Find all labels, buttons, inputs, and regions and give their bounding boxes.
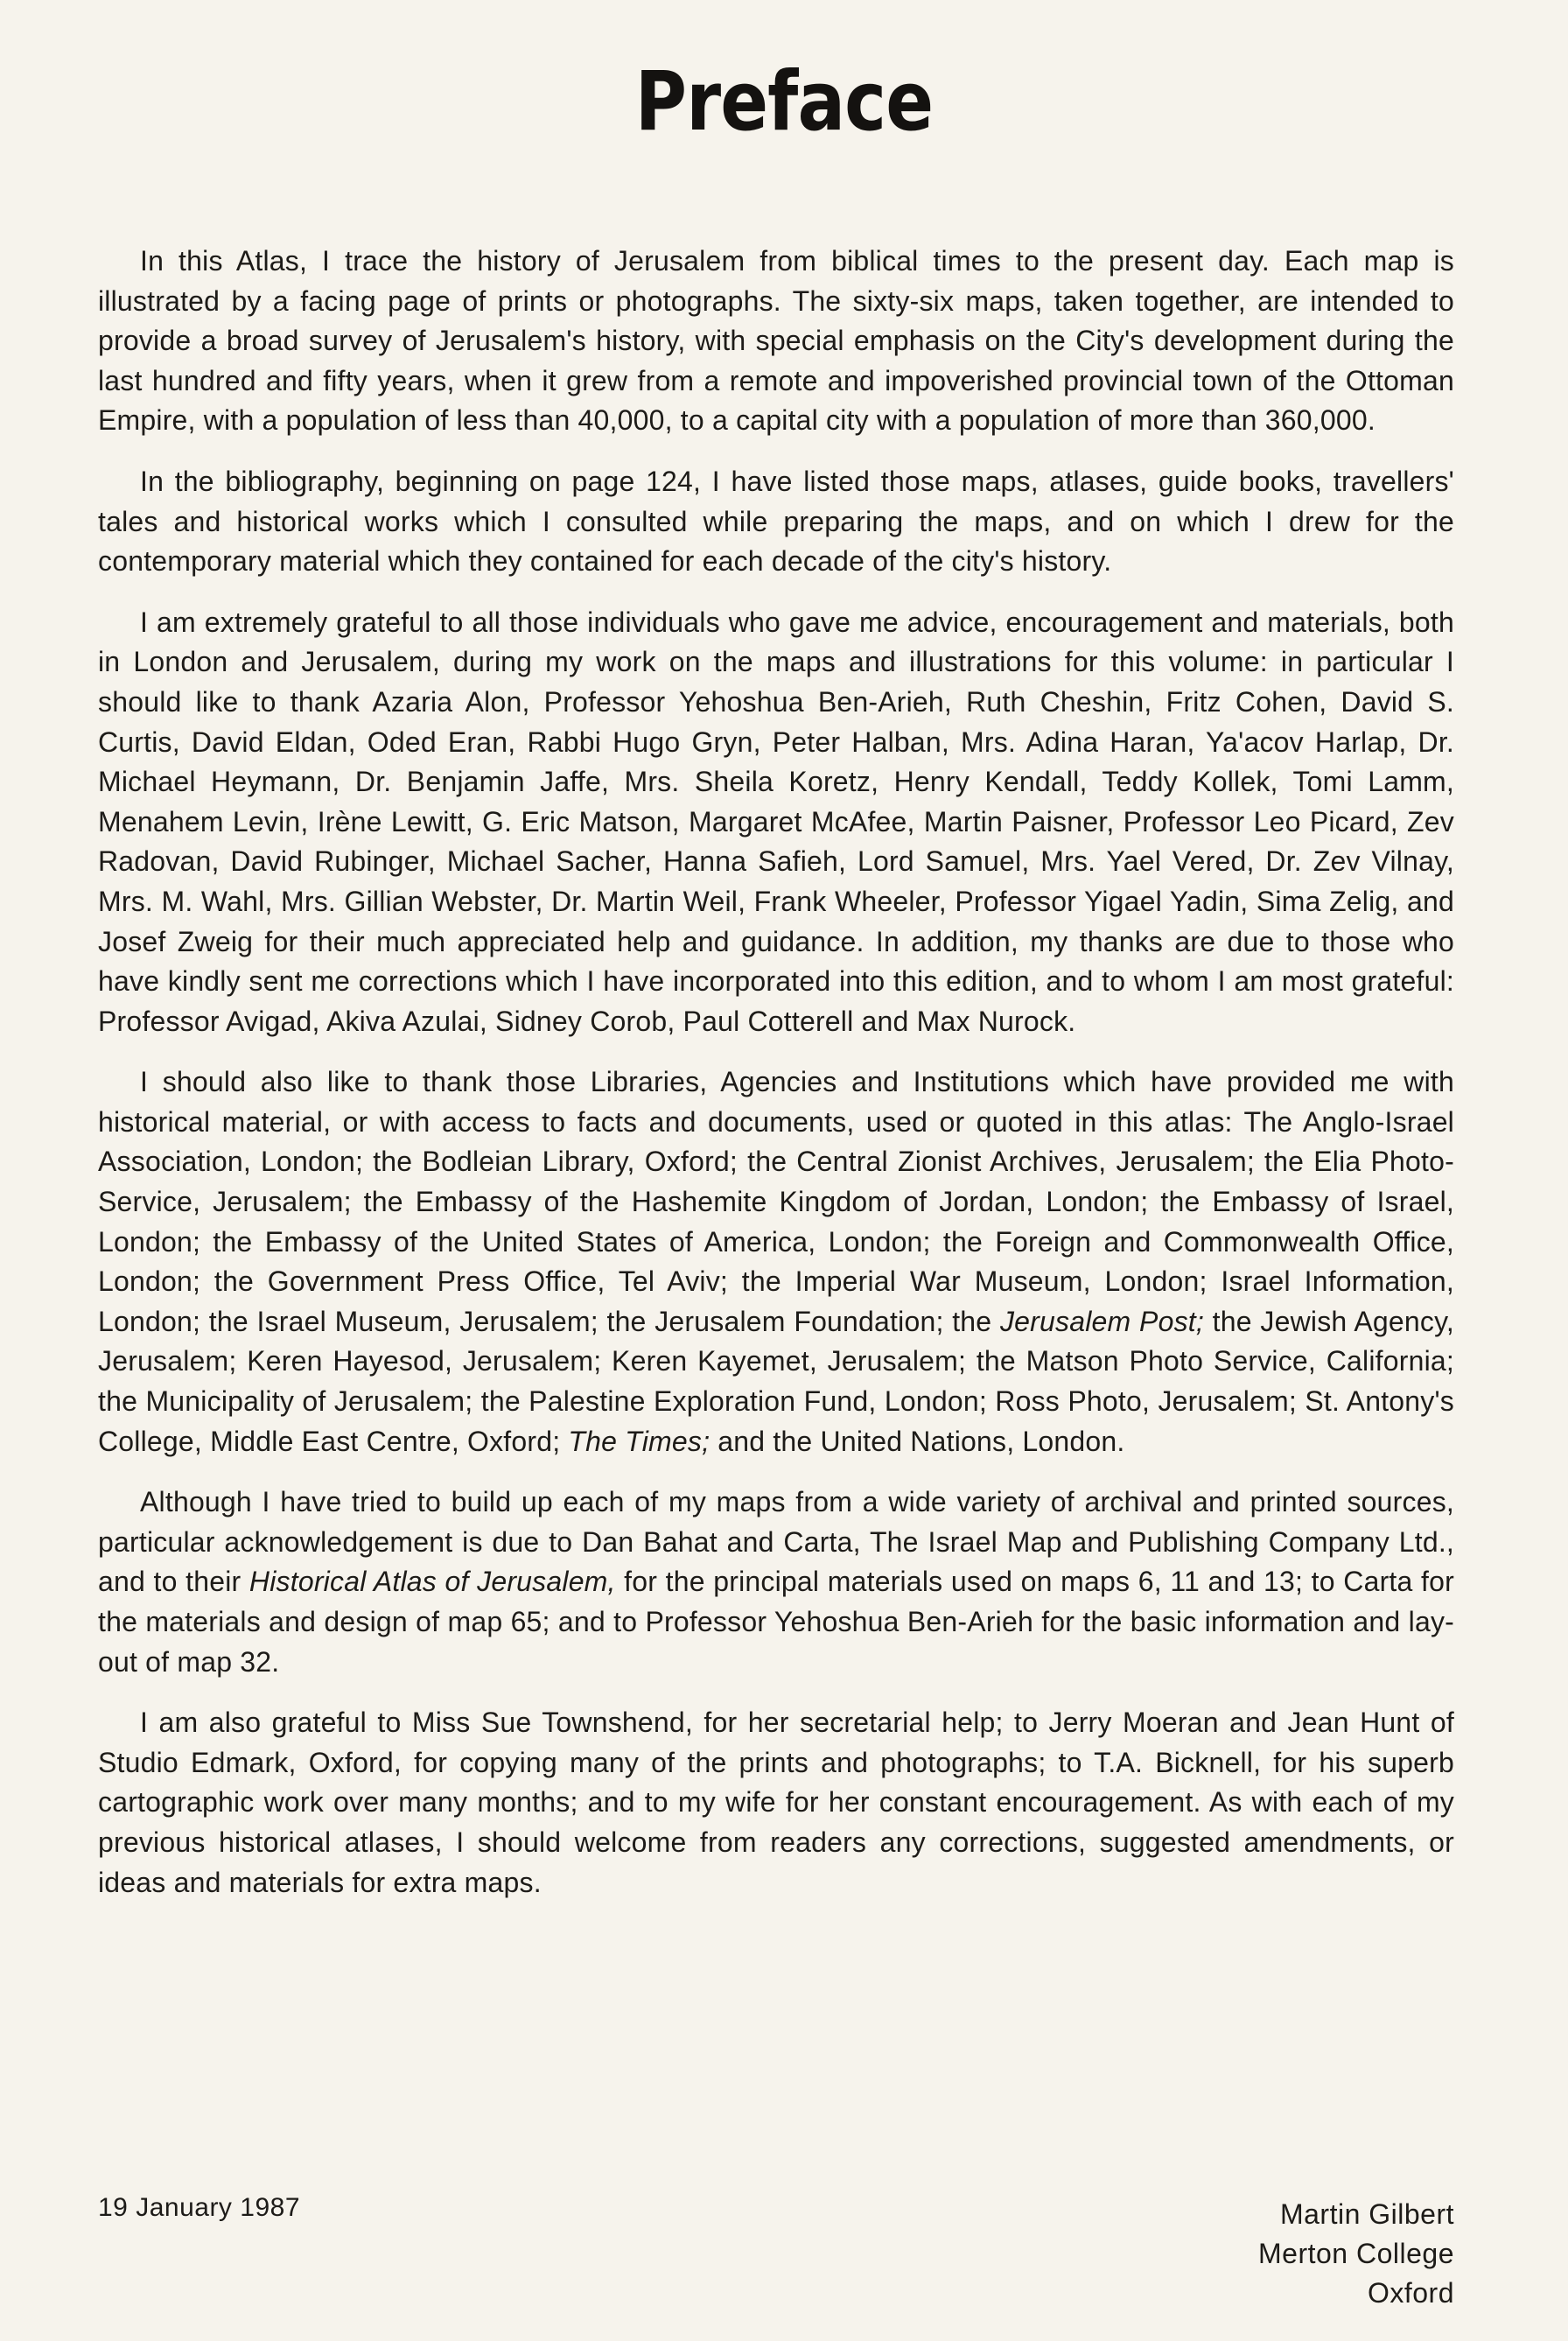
body-paragraph	[98, 603, 1454, 1042]
paragraph-text: the Jewish Agency, Jerusalem; Keren Hayesod, Jerusalem; Keren Kayemet, Jerusalem; the Matson Photo Service, California; the Municipality of Jerusalem; the Palestine Exploration Fund, London; Ross Photo, Jerusalem; St. Antony's College, Middle East Centre, Oxford;	[98, 1305, 1454, 1457]
paragraph-text: and the United Nations, London.	[710, 1425, 1125, 1457]
author-college: Merton College	[1258, 2238, 1454, 2269]
date-line: 19 January 1987	[98, 2193, 301, 2222]
author-place: Oxford	[1367, 2277, 1454, 2309]
italic-title: Historical Atlas of Jerusalem,	[248, 1566, 616, 1598]
italic-title: The Times;	[568, 1425, 710, 1457]
body-paragraph	[98, 1703, 1454, 1903]
italic-title: Jerusalem Post;	[999, 1305, 1204, 1337]
paragraph-text: In this Atlas, I trace the history of Jerusalem from biblical times to the present day. Each map is illustrated by a facing page of prints or photographs. The sixty-six maps, taken together, are intended to provide a broad survey of Jerusalem's history, with special emphasis on the City's development during the last hundred and fifty years, when it grew from a remote and impoverished provincial town of the Ottoman Empire, with a population of less than 40,000, to a capital city with a population of more than 360,000.	[98, 245, 1454, 437]
body-paragraph	[98, 242, 1454, 441]
paragraph-text: I am also grateful to Miss Sue Townshend, for her secretarial help; to Jerry Moeran and Jean Hunt of Studio Edmark, Oxford, for copying many of the prints and photographs; to T.A. Bicknell, for his superb cartographic work over many months; and to my wife for her constant encouragement. As with each of my previous historical atlases, I should welcome from readers any corrections, suggested amendments, or ideas and materials for extra maps.	[98, 1707, 1454, 1898]
author-name: Martin Gilbert	[1279, 2198, 1454, 2230]
paragraph-text: I am extremely grateful to all those individuals who gave me advice, encouragement and materials, both in London and Jerusalem, during my work on the maps and illustrations for this volume: in particular I should like to thank Azaria Alon, Professor Yehoshua Ben-Arieh, Ruth Cheshin, Fritz Cohen, David S. Curtis, David Eldan, Oded Eran, Rabbi Hugo Gryn, Peter Halban, Mrs. Adina Haran, Ya'acov Harlap, Dr. Michael Heymann, Dr. Benjamin Jaffe, Mrs. Sheila Koretz, Henry Kendall, Teddy Kollek, Tomi Lamm, Menahem Levin, Irène Lewitt, G. Eric Matson, Margaret McAfee, Martin Paisner, Professor Leo Picard, Zev Radovan, David Rubinger, Michael Sacher, Hanna Safieh, Lord Samuel, Mrs. Yael Vered, Dr. Zev Vilnay, Mrs. M. Wahl, Mrs. Gillian Webster, Dr. Martin Weil, Frank Wheeler, Professor Yigael Yadin, Sima Zelig, and Josef Zweig for their much appreciated help and guidance. In addition, my thanks are due to those who have kindly sent me corrections which I have incorporated into this edition, and to whom I am most grateful: Professor Avigad, Akiva Azulai, Sidney Corob, Paul Cotterell and Max Nurock.	[98, 606, 1454, 1037]
body-paragraph	[98, 1062, 1454, 1461]
body-paragraph	[98, 1482, 1454, 1682]
paragraph-text: In the bibliography, beginning on page 124, I have listed those maps, atlases, guide books, travellers' tales and historical works which I consulted while preparing the maps, and on which I drew for the contemporary material which they contained for each decade of the city's history.	[98, 465, 1454, 578]
paragraph-text: I should also like to thank those Libraries, Agencies and Institutions which have provided me with historical material, or with access to facts and documents, used or quoted in this atlas: The Anglo-Israel Association, London; the Bodleian Library, Oxford; the Central Zionist Archives, Jerusalem; the Elia Photo-Service, Jerusalem; the Embassy of the Hashemite Kingdom of Jordan, London; the Embassy of Israel, London; the Embassy of the United States of America, London; the Foreign and Commonwealth Office, London; the Government Press Office, Tel Aviv; the Imperial War Museum, London; Israel Information, London; the Israel Museum, Jerusalem; the Jerusalem Foundation; the	[98, 1066, 1454, 1337]
paragraph-text: Although I have tried to build up each of my maps from a wide variety of archival and printed sources, particular acknowledgement is due to Dan Bahat and Carta, The Israel Map and Publishing Company Ltd., and to their	[98, 1486, 1454, 1598]
paragraph-text: for the principal materials used on maps 6, 11 and 13; to Carta for the materials and design of map 65; and to Professor Yehoshua Ben-Arieh for the basic information and lay-out of map 32.	[98, 1566, 1454, 1678]
page-title: Preface	[634, 54, 934, 150]
preface-body	[98, 242, 1454, 1924]
signature-block	[1258, 2195, 1454, 2313]
body-paragraph	[98, 462, 1454, 582]
